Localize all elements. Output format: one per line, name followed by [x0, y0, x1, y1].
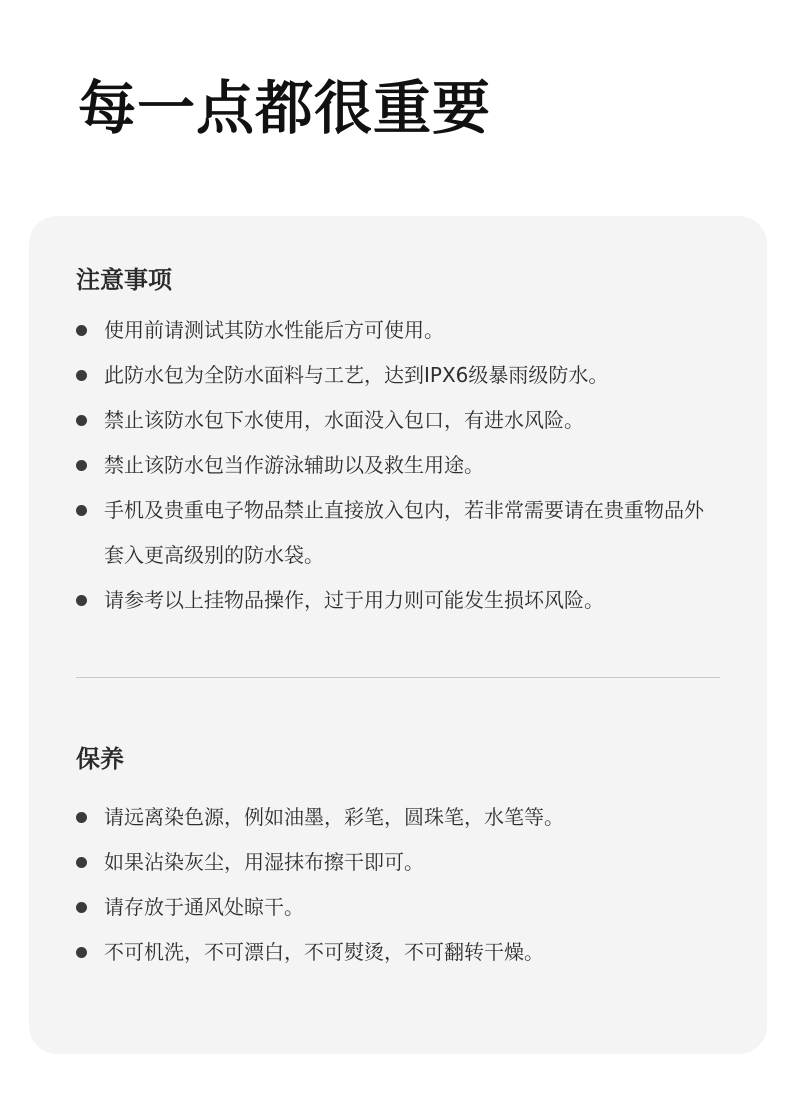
section-divider	[76, 677, 720, 678]
bullet-dot-icon	[76, 415, 87, 426]
care-item-text: 请远离染色源，例如油墨，彩笔，圆珠笔，水笔等。	[104, 805, 564, 829]
bullet-dot-icon	[76, 325, 87, 336]
notes-item	[76, 488, 708, 578]
care-list	[76, 795, 736, 975]
notes-item-text: 手机及贵重电子物品禁止直接放入包内，若非常需要请在贵重物品外套入更高级别的防水袋。	[104, 498, 704, 567]
bullet-dot-icon	[76, 370, 87, 381]
care-heading: 保养	[76, 745, 124, 773]
care-item-text: 如果沾染灰尘，用湿抹布擦干即可。	[104, 850, 424, 874]
notes-list	[76, 308, 736, 623]
care-item	[76, 795, 736, 840]
care-item	[76, 930, 736, 975]
care-item	[76, 885, 736, 930]
notes-item-text: 使用前请测试其防水性能后方可使用。	[104, 318, 444, 342]
care-item-text: 请存放于通风处晾干。	[104, 895, 304, 919]
notes-item-text: 禁止该防水包当作游泳辅助以及救生用途。	[104, 453, 484, 477]
notes-item-text: 此防水包为全防水面料与工艺，达到IPX6级暴雨级防水。	[104, 363, 609, 387]
notes-item-text: 请参考以上挂物品操作，过于用力则可能发生损坏风险。	[104, 588, 604, 612]
info-card	[29, 216, 767, 1054]
notes-item	[76, 443, 736, 488]
notes-item	[76, 578, 736, 623]
care-item	[76, 840, 736, 885]
bullet-dot-icon	[76, 460, 87, 471]
care-item-text: 不可机洗，不可漂白，不可熨烫，不可翻转干燥。	[104, 940, 544, 964]
page-title: 每一点都很重要	[78, 74, 492, 142]
bullet-dot-icon	[76, 595, 87, 606]
notes-item-text: 禁止该防水包下水使用，水面没入包口，有进水风险。	[104, 408, 584, 432]
notes-item	[76, 308, 736, 353]
bullet-dot-icon	[76, 857, 87, 868]
bullet-dot-icon	[76, 902, 87, 913]
bullet-dot-icon	[76, 812, 87, 823]
bullet-dot-icon	[76, 947, 87, 958]
notes-item	[76, 398, 736, 443]
notes-heading: 注意事项	[76, 266, 172, 294]
notes-item	[76, 353, 736, 398]
bullet-dot-icon	[76, 505, 87, 516]
